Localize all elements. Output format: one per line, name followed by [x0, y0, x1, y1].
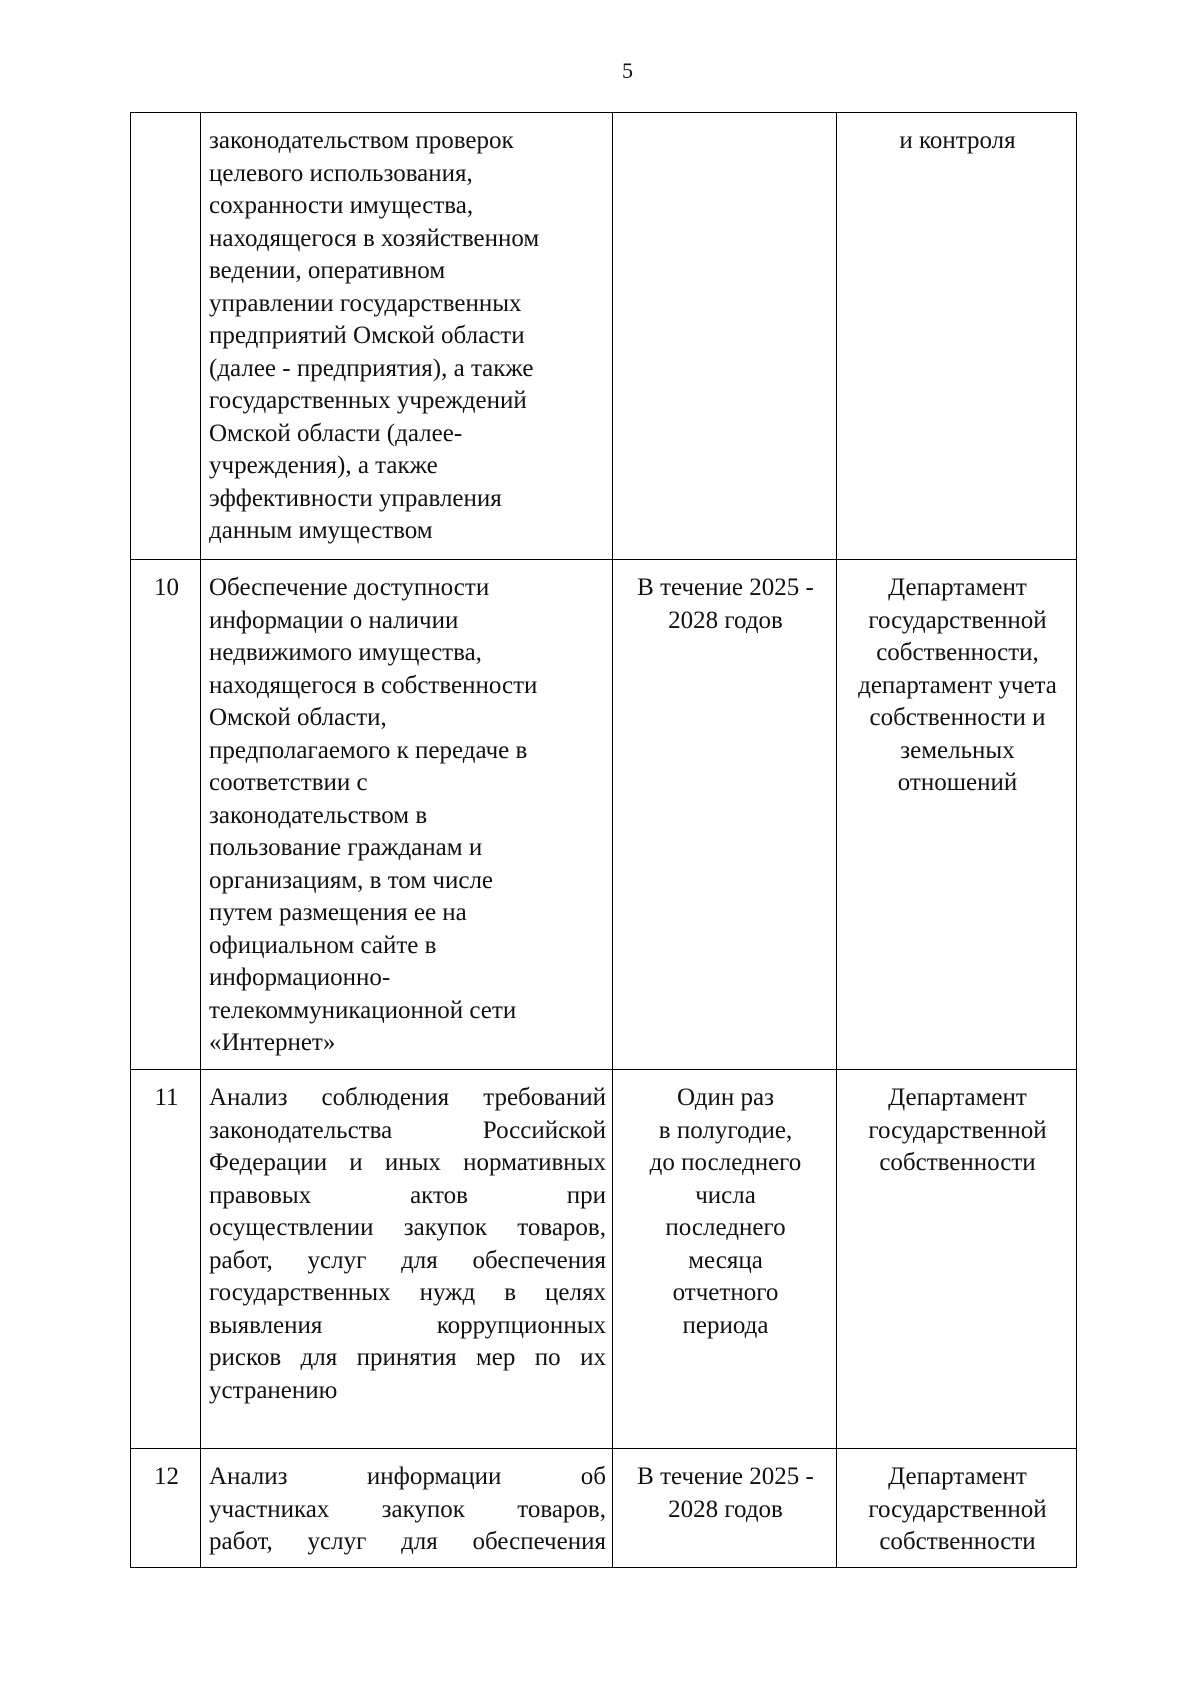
- responsible-line: департамент учета: [858, 671, 1057, 699]
- description-line: официальном сайте в: [209, 931, 437, 959]
- term-line: числа: [695, 1181, 756, 1209]
- description-line: данным имуществом: [209, 517, 433, 544]
- description-word: законодательства: [209, 1116, 393, 1144]
- term-line: последнего: [665, 1214, 786, 1241]
- description-word: рисков: [209, 1344, 282, 1371]
- page-number: 5: [622, 58, 633, 83]
- description-line: законодательством в: [209, 801, 428, 829]
- term-line: В течение 2025 -: [637, 1463, 814, 1490]
- description-word: информации: [366, 1463, 502, 1490]
- term-line: до последнего: [649, 1149, 802, 1176]
- description-word: иных: [384, 1149, 441, 1176]
- responsible-line: собственности: [879, 1149, 1036, 1176]
- description-word: для: [300, 1344, 338, 1371]
- description-line: эффективности управления: [209, 484, 502, 512]
- term-line: отчетного: [672, 1279, 779, 1306]
- description-line: [209, 1115, 606, 1148]
- description-line: Омской области,: [209, 704, 387, 731]
- description-line: «Интернет»: [209, 1029, 336, 1056]
- description-line: предполагаемого к передаче в: [209, 736, 528, 764]
- term-line: месяца: [688, 1246, 763, 1274]
- responsible-line: земельных: [900, 736, 1015, 764]
- description-word: коррупционных: [436, 1311, 606, 1339]
- responsible-line: Департамент: [888, 1463, 1027, 1490]
- description-word: по: [534, 1344, 561, 1371]
- description-word: для: [401, 1246, 438, 1274]
- description-word: актов: [410, 1181, 468, 1209]
- description-word: в: [504, 1279, 517, 1306]
- description-line: [209, 1277, 606, 1310]
- description-word: обеспечения: [472, 1528, 606, 1555]
- description-cell: [201, 1070, 613, 1449]
- description-cell: [201, 1449, 613, 1568]
- description-word: Анализ: [209, 1084, 288, 1111]
- responsible-line: государственной: [868, 606, 1047, 634]
- description-word: для: [401, 1528, 438, 1555]
- description-word: участниках: [209, 1495, 330, 1523]
- description-line: путем размещения ее на: [209, 899, 467, 926]
- description-word: правовых: [209, 1181, 312, 1209]
- term-line: 2028 годов: [668, 606, 783, 634]
- responsible-line: и контроля: [899, 127, 1016, 154]
- description-line: [209, 1082, 606, 1115]
- responsible-line: государственной: [868, 1116, 1047, 1144]
- term-line: В течение 2025 -: [637, 574, 814, 601]
- row-number-cell: 11: [131, 1070, 201, 1449]
- description-word: товаров,: [517, 1214, 606, 1241]
- responsible-cell: [837, 1070, 1077, 1449]
- description-cell: [201, 113, 613, 560]
- description-word: принятия: [356, 1344, 457, 1371]
- table-row: [131, 1070, 1077, 1449]
- description-word: услуг: [307, 1528, 367, 1555]
- description-cell: [201, 560, 613, 1070]
- term-cell: [613, 1449, 837, 1568]
- description-line: Омской области (далее-: [209, 419, 463, 447]
- description-word: об: [580, 1463, 606, 1490]
- description-word: услуг: [307, 1246, 367, 1274]
- description-word: выявления: [209, 1311, 323, 1339]
- description-line: сохранности имущества,: [209, 192, 474, 219]
- responsible-line: Департамент: [888, 574, 1027, 601]
- description-line: государственных учреждений: [209, 387, 527, 414]
- term-line: периода: [682, 1311, 769, 1339]
- description-line: [209, 1180, 606, 1213]
- description-word: закупок: [381, 1495, 465, 1523]
- description-line: [209, 1526, 606, 1559]
- term-line: Один раз: [677, 1084, 774, 1111]
- term-cell: [613, 560, 837, 1070]
- description-word: закупок: [403, 1214, 488, 1241]
- description-word: и: [349, 1149, 363, 1176]
- description-word: их: [580, 1344, 606, 1371]
- description-line: предприятий Омской области: [209, 322, 525, 349]
- responsible-line: собственности и: [869, 704, 1046, 731]
- description-line: устранению: [209, 1376, 338, 1404]
- responsible-cell: [837, 113, 1077, 560]
- description-line: [209, 1245, 606, 1278]
- description-line: [209, 1461, 606, 1494]
- description-line: [209, 1212, 606, 1245]
- description-line: [209, 1342, 606, 1375]
- description-line: телекоммуникационной сети: [209, 996, 517, 1024]
- description-word: требований: [483, 1084, 606, 1111]
- description-line: (далее - предприятия), а также: [209, 354, 534, 382]
- description-line: организациям, в том числе: [209, 866, 494, 894]
- description-line: учреждения), а также: [209, 452, 438, 479]
- responsible-line: собственности: [879, 1528, 1036, 1555]
- description-word: работ,: [209, 1528, 273, 1555]
- description-line: законодательством проверок: [209, 127, 514, 154]
- description-word: Анализ: [209, 1463, 288, 1490]
- description-word: осуществлении: [209, 1214, 374, 1241]
- description-line: [209, 1147, 606, 1180]
- description-line: [209, 1310, 606, 1343]
- description-word: Федерации: [209, 1149, 328, 1176]
- description-line: недвижимого имущества,: [209, 639, 482, 666]
- description-word: при: [566, 1181, 606, 1209]
- term-cell: [613, 113, 837, 560]
- description-word: целях: [545, 1279, 606, 1306]
- description-word: работ,: [209, 1246, 273, 1274]
- description-line: [209, 1494, 606, 1527]
- description-line: соответствии с: [209, 769, 368, 796]
- row-number-cell: 10: [131, 560, 201, 1070]
- description-line: пользование гражданам и: [209, 834, 483, 861]
- responsible-line: Департамент: [888, 1084, 1027, 1111]
- description-word: Российской: [482, 1116, 606, 1144]
- description-word: нормативных: [463, 1149, 606, 1176]
- description-line: находящегося в хозяйственном: [209, 224, 540, 252]
- term-line: 2028 годов: [668, 1495, 783, 1523]
- row-number-cell: 12: [131, 1449, 201, 1568]
- table-row: [131, 1449, 1077, 1568]
- description-line: целевого использования,: [209, 159, 473, 187]
- description-word: обеспечения: [472, 1246, 606, 1274]
- description-line: находящегося в собственности: [209, 671, 538, 699]
- description-word: мер: [475, 1344, 516, 1371]
- table-row: [131, 560, 1077, 1070]
- responsible-cell: [837, 1449, 1077, 1568]
- description-line: информации о наличии: [209, 606, 459, 634]
- responsible-line: государственной: [868, 1495, 1047, 1523]
- description-line: управлении государственных: [209, 289, 522, 317]
- description-word: государственных: [209, 1279, 391, 1306]
- description-line: Обеспечение доступности: [209, 574, 490, 601]
- description-line: ведении, оперативном: [209, 257, 446, 284]
- term-line: в полугодие,: [658, 1116, 793, 1144]
- responsible-line: собственности,: [876, 639, 1039, 666]
- responsible-line: отношений: [897, 769, 1018, 796]
- table-row: [131, 113, 1077, 560]
- description-word: товаров,: [517, 1495, 606, 1523]
- description-word: нужд: [419, 1279, 476, 1306]
- measures-table: [130, 112, 1077, 1568]
- description-line: информационно-: [209, 964, 391, 991]
- term-cell: [613, 1070, 837, 1449]
- responsible-cell: [837, 560, 1077, 1070]
- description-word: соблюдения: [321, 1084, 450, 1111]
- row-number-cell: [131, 113, 201, 560]
